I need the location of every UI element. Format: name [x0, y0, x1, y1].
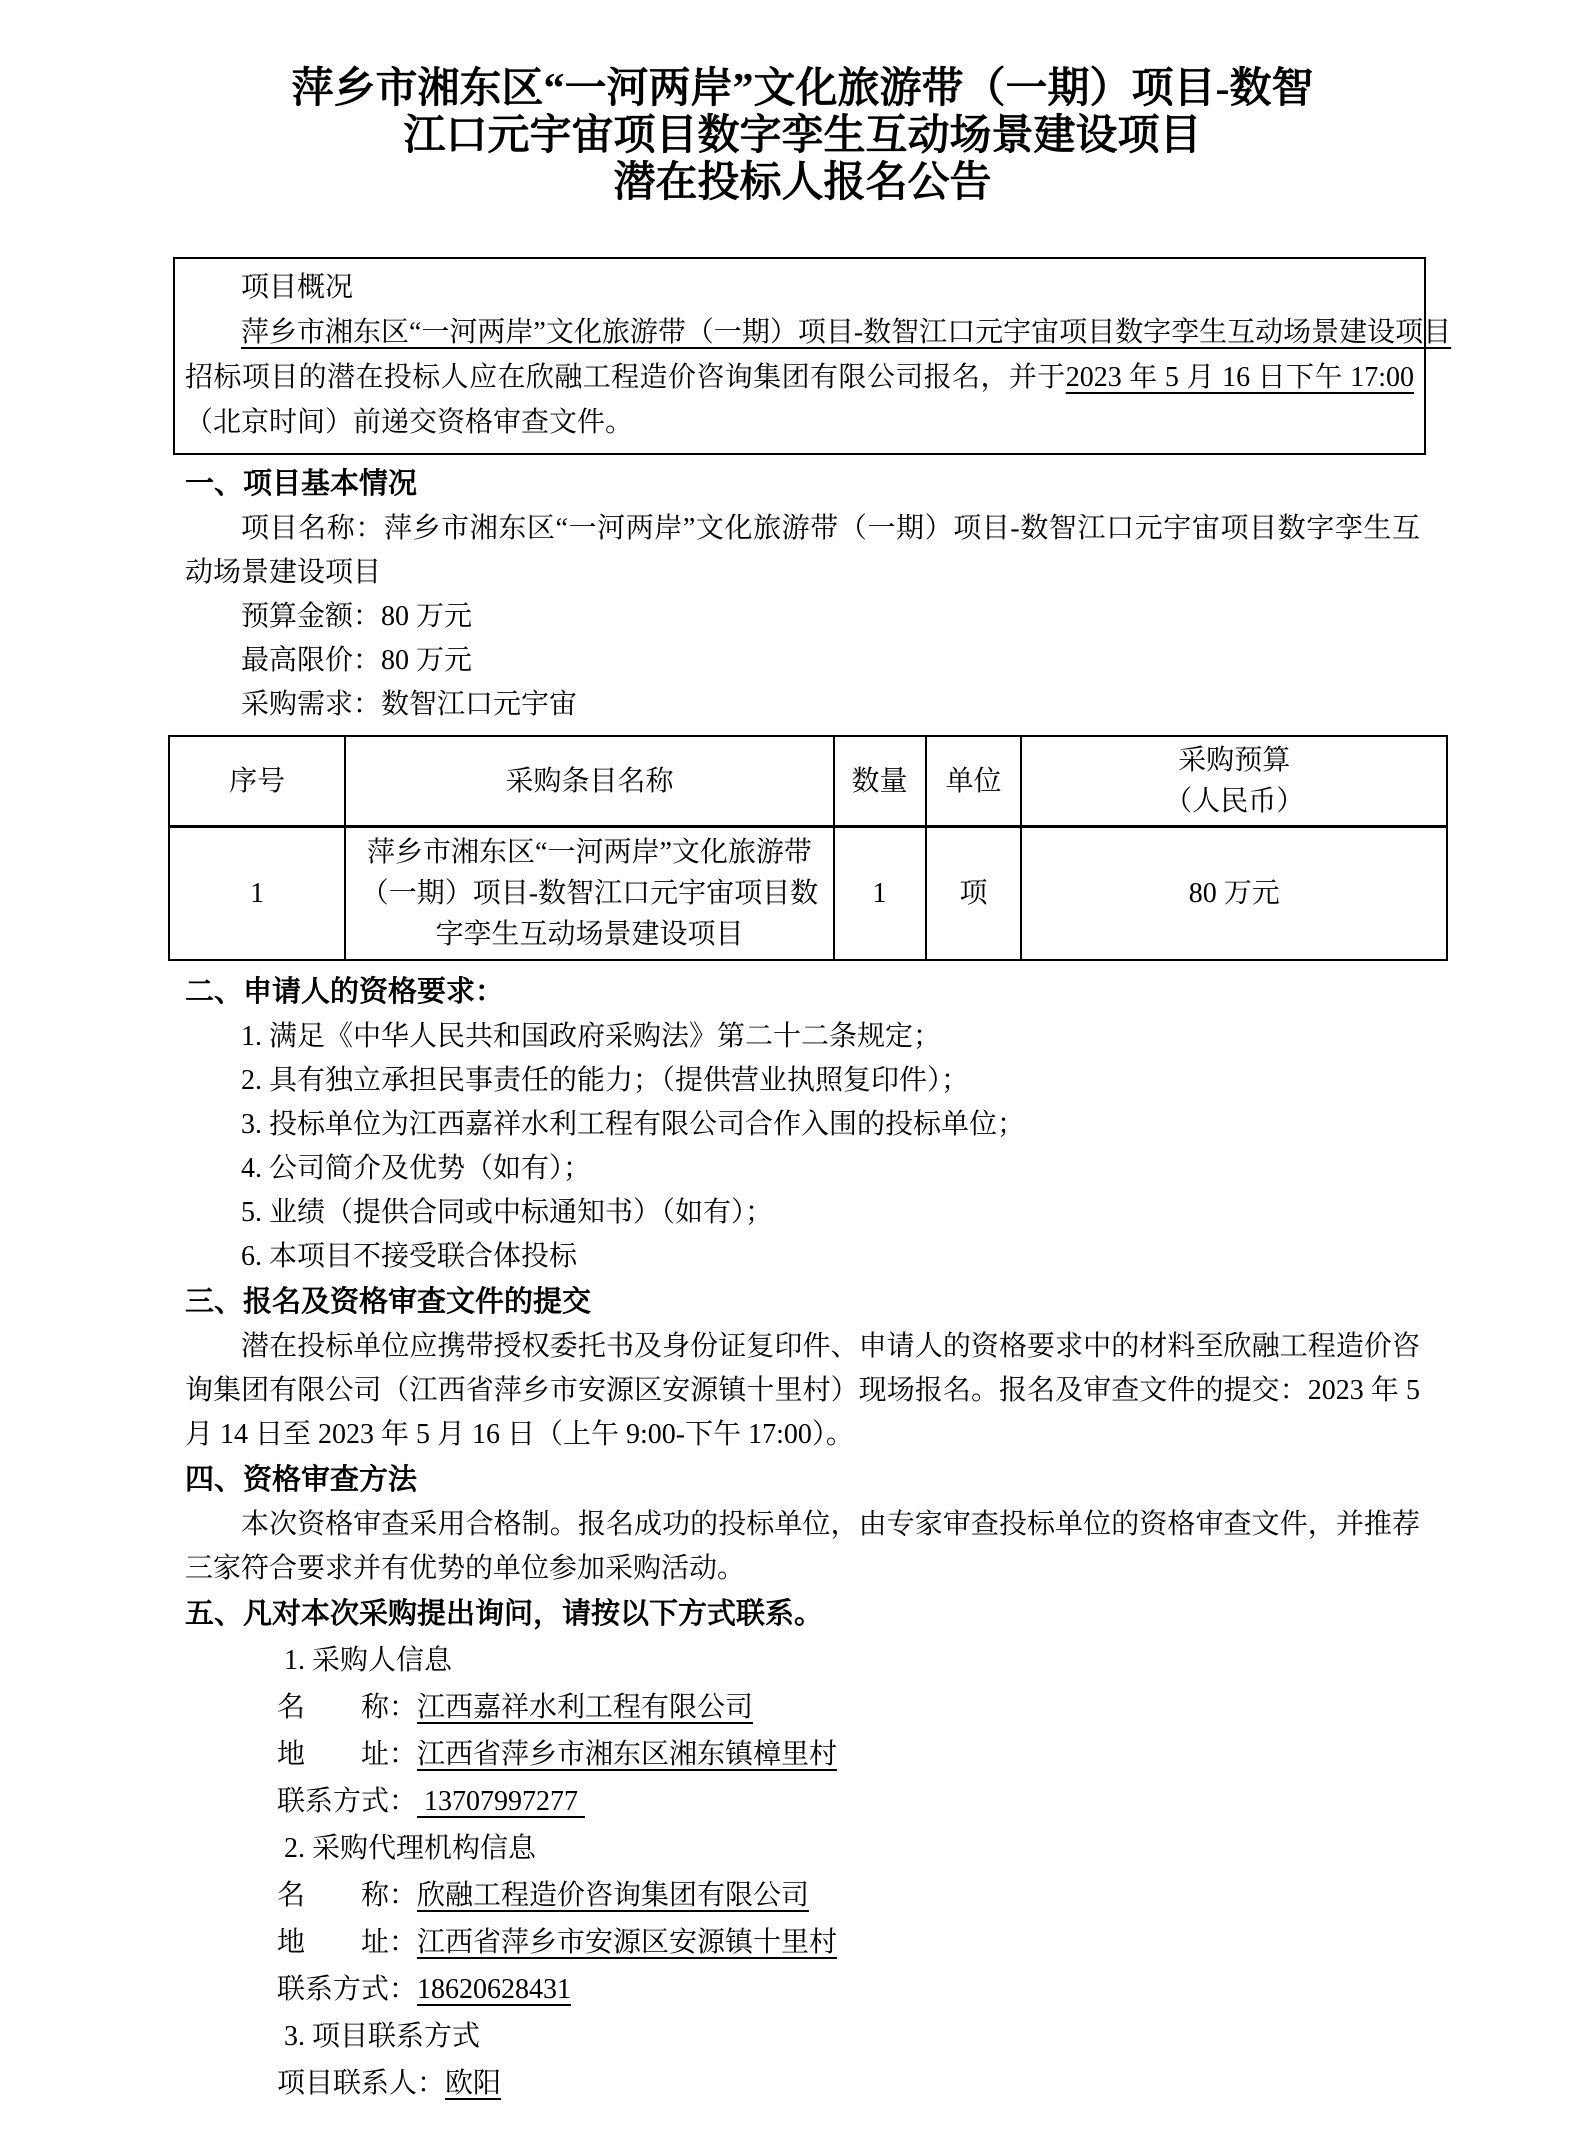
agent-phone-value: 18620628431: [417, 1974, 572, 2005]
project-contact-label: 项目联系人：: [277, 2068, 446, 2099]
section-review-heading: 四、资格审查方法: [185, 1464, 418, 1496]
purchaser-phone-value: 13707997277: [417, 1786, 586, 1817]
agent-name-line: [185, 1872, 1420, 1919]
price-cap-line: 最高限价：80 万元: [241, 645, 473, 676]
agent-address-value: 江西省萍乡市安源区安源镇十里村: [417, 1927, 838, 1958]
overview-deadline: 2023 年 5 月 16 日下午 17:00: [1065, 362, 1414, 393]
document-title-line-1: 萍乡市湘东区“一河两岸”文化旅游带（一期）项目-数智: [291, 66, 1314, 112]
purchaser-phone-label: 联系方式：: [277, 1786, 418, 1817]
table-header-budget: [1021, 736, 1447, 827]
project-overview-box: [173, 257, 1452, 455]
section-qualification-heading: 二、申请人的资格要求：: [185, 976, 505, 1008]
table-row: [169, 827, 1447, 961]
qualification-item-5: 5. 业绩（提供合同或中标通知书）（如有）；: [241, 1197, 774, 1228]
purchaser-address-value: 江西省萍乡市湘东区湘东镇樟里村: [417, 1739, 838, 1770]
document-title-line-2: 江口元宇宙项目数字孪生互动场景建设项目: [403, 113, 1202, 159]
table-cell-seq: 1: [169, 827, 345, 961]
qualification-item-2: 2. 具有独立承担民事责任的能力；（提供营业执照复印件）；: [241, 1065, 970, 1096]
overview-paragraph: [185, 310, 1452, 445]
overview-tail-text: （北京时间）前递交资格审查文件。: [185, 407, 634, 438]
table-header-item: 采购条目名称: [345, 736, 833, 827]
overview-project-name: 萍乡市湘东区“一河两岸”文化旅游带（一期）项目-数智江口元宇宙项目数字孪生互动场景建设项目: [241, 317, 1452, 348]
agent-phone-line: [185, 1966, 1420, 2013]
table-header-budget-line1: 采购预算: [1178, 745, 1291, 776]
agent-name-label: 名 称：: [277, 1880, 418, 1911]
agent-phone-label: 联系方式：: [277, 1974, 418, 2005]
overview-label: 项目概况: [241, 272, 354, 303]
overview-middle-text: 招标项目的潜在投标人应在欣融工程造价咨询集团有限公司报名，并于: [185, 362, 1066, 393]
table-header-row: [169, 736, 1447, 827]
purchaser-address-line: [185, 1731, 1420, 1778]
budget-line: 预算金额：80 万元: [241, 601, 473, 632]
qualification-item-6: 6. 本项目不接受联合体投标: [241, 1241, 578, 1272]
procurement-table: [168, 735, 1448, 961]
document-title-line-3: 潜在投标人报名公告: [613, 160, 992, 206]
agent-address-label: 地 址：: [277, 1927, 418, 1958]
table-header-seq: 序号: [169, 736, 345, 827]
table-cell-unit: 项: [926, 827, 1022, 961]
project-contact-line: [185, 2060, 1420, 2107]
review-paragraph: 本次资格审查采用合格制。报名成功的投标单位，由专家审查投标单位的资格审查文件，并推荐三家符合要求并有优势的单位参加采购活动。: [185, 1509, 1420, 1584]
project-contact-title: 3. 项目联系方式: [284, 2021, 481, 2052]
document-title: [185, 66, 1420, 207]
section-submission-heading: 三、报名及资格审查文件的提交: [185, 1286, 592, 1318]
section-basic-heading: 一、项目基本情况: [185, 468, 418, 500]
table-cell-budget: 80 万元: [1021, 827, 1447, 961]
purchaser-phone-line: [185, 1778, 1420, 1825]
purchaser-name-line: [185, 1684, 1420, 1731]
section-contact-heading: 五、凡对本次采购提出询问，请按以下方式联系。: [185, 1598, 824, 1630]
purchaser-address-label: 地 址：: [277, 1739, 418, 1770]
table-cell-qty: 1: [834, 827, 926, 961]
purchaser-name-label: 名 称：: [277, 1692, 418, 1723]
project-name-line: 项目名称：萍乡市湘东区“一河两岸”文化旅游带（一期）项目-数智江口元宇宙项目数字孪生互动场景建设项目: [185, 513, 1420, 588]
agent-name-value: 欣融工程造价咨询集团有限公司: [417, 1880, 810, 1911]
purchaser-name-value: 江西嘉祥水利工程有限公司: [417, 1692, 754, 1723]
demand-line: 采购需求：数智江口元宇宙: [241, 689, 578, 720]
project-contact-value: 欧阳: [445, 2068, 502, 2099]
qualification-item-1: 1. 满足《中华人民共和国政府采购法》第二十二条规定；: [241, 1021, 942, 1052]
qualification-item-3: 3. 投标单位为江西嘉祥水利工程有限公司合作入围的投标单位；: [241, 1109, 1026, 1140]
agent-info-title: 2. 采购代理机构信息: [284, 1833, 537, 1864]
agent-address-line: [185, 1919, 1420, 1966]
table-header-unit: 单位: [926, 736, 1022, 827]
table-cell-item: 萍乡市湘东区“一河两岸”文化旅游带（一期）项目-数智江口元宇宙项目数字孪生互动场景建设项目: [345, 827, 833, 961]
table-header-budget-line2: （人民币）: [1164, 786, 1305, 817]
table-header-qty: 数量: [834, 736, 926, 827]
purchaser-info-title: 1. 采购人信息: [284, 1645, 453, 1676]
submission-paragraph: 潜在投标单位应携带授权委托书及身份证复印件、申请人的资格要求中的材料至欣融工程造价咨询集团有限公司（江西省萍乡市安源区安源镇十里村）现场报名。报名及审查文件的提交：2023 年 5 月 14 日至 2023 年 5 月 16 日（上午 9:00-下午 17:00）。: [185, 1331, 1420, 1450]
qualification-item-4: 4. 公司简介及优势（如有）；: [241, 1153, 592, 1184]
